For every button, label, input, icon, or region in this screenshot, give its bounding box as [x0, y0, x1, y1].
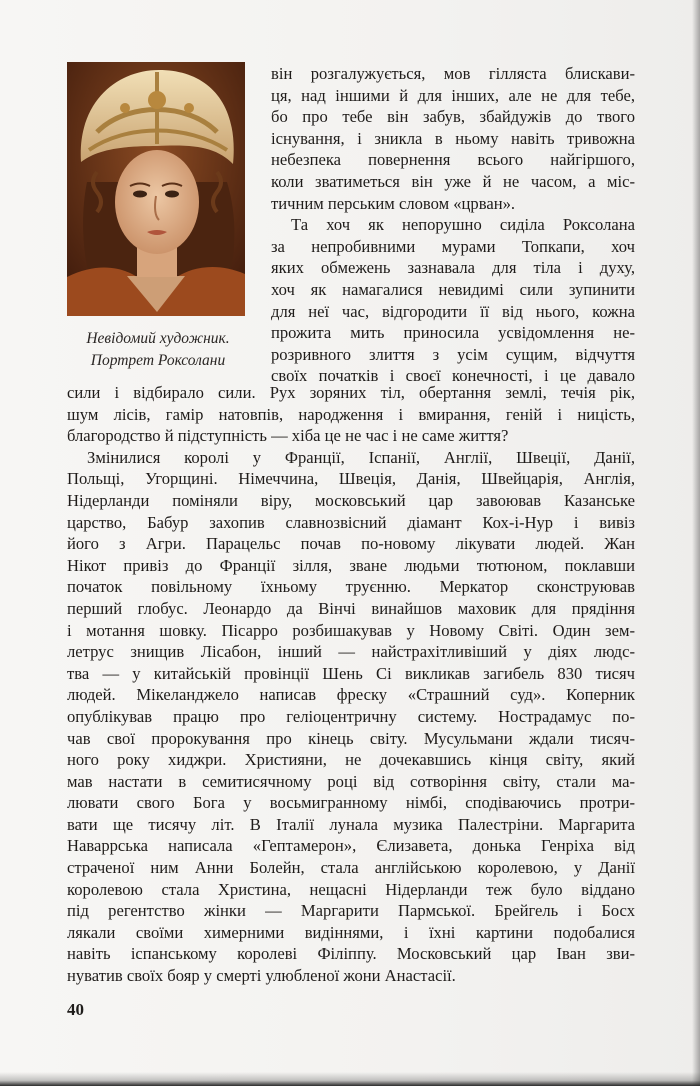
text-line: мав настати в семитисячному році від сотворіння світу, стали ма-: [67, 771, 635, 791]
text-line: опублікував працю про геліоцентричну систему. Нострадамус по-: [67, 706, 635, 726]
text-line: розривного злиття з усім сущим, відчуття: [271, 344, 635, 364]
text-line: лювати свого Бога у восьмигранному німбі, сподіваючись протри-: [67, 793, 635, 813]
portrait-caption: [67, 328, 249, 372]
text-line: початок повільному їхньому труєнню. Меркатор сконструював: [67, 577, 635, 597]
text-column-right: [271, 63, 635, 387]
roxelana-portrait-illustration: [67, 62, 245, 316]
text-line: тва — у китайській провінції Шень Сі викликав загибель 830 тисяч: [67, 663, 635, 683]
text-line: своїх початків і своєї конечності, і це давало: [271, 366, 635, 386]
text-line: чав свої пророкування про кінець світу. Мусульмани ждали тисяч-: [67, 728, 635, 748]
text-line: прожита мить приносила усвідомлення не-: [271, 323, 635, 343]
text-line: ця, над іншими й для інших, але не для тебе,: [271, 85, 635, 105]
text-line: небезпека повернення всього найгіршого,: [271, 150, 635, 170]
text-line: Польщі, Угорщині. Німеччина, Швеція, Данія, Швейцарія, Англія,: [67, 469, 635, 489]
text-line: сили і відбирало сили. Рух зоряних тіл, обертання землі, течія рік,: [67, 383, 635, 402]
text-line: Змінилися королі у Франції, Іспанії, Англії, Швеції, Данії,: [87, 447, 635, 467]
text-line: людей. Мікеланджело написав фреску «Страшний суд». Коперник: [67, 685, 635, 705]
text-line: благородство й підступність — хіба це не час і не саме життя?: [67, 426, 509, 446]
caption-line: Портрет Роксолани: [90, 352, 226, 369]
text-line: бо про тебе він забув, збайдужів до твого: [271, 107, 635, 127]
text-line: хоч як намагалися невидимі сили зупинити: [271, 279, 635, 299]
text-line: перший глобус. Леонардо да Вінчі винайшов маховик для прядіння: [67, 598, 635, 618]
text-line: вати ще тисячу літ. В Італії лунала музика Палестріни. Маргарита: [67, 814, 635, 834]
text-line: тичним перським словом «црван».: [271, 193, 516, 213]
text-line: його з Агри. Парацельс почав по-новому лікувати людей. Жан: [67, 534, 635, 554]
text-line: нуватив своїх бояр у смерті улюбленої жони Анастасії.: [67, 966, 456, 986]
text-line: і мотання шовку. Пісарро розбишакував у Новому Світі. Один зем-: [67, 620, 635, 640]
portrait-image: [67, 62, 245, 316]
text-line: під регентство жінки — Маргарити Пармської. Брейгель і Босх: [67, 901, 635, 921]
text-line: летрус знищив Лісабон, інший — найстрахітливіший у діях людс-: [67, 642, 635, 662]
page-edge-shadow: [692, 0, 700, 1086]
text-line: для неї час, відгородити її від нього, кожна: [271, 301, 635, 321]
text-line: навіть іспанському королеві Філіппу. Московський цар Іван зви-: [67, 944, 635, 964]
text-line: страченої ним Анни Болейн, стала англійською королевою, у Данії: [67, 858, 635, 878]
text-line: шум лісів, гамір натовпів, народження і вмирання, геній і ницість,: [67, 404, 635, 424]
text-line: за непробивними мурами Топкапи, хоч: [271, 236, 635, 256]
text-line: Та хоч як непорушно сиділа Роксолана: [291, 215, 635, 235]
text-line: він розгалужується, мов гілляста блискави-: [271, 64, 635, 83]
text-line: Наваррська написала «Гептамерон», Єлизавета, донька Генріха від: [67, 836, 635, 856]
caption-line: Невідомий художник.: [86, 330, 230, 347]
text-line: царство, Бабур захопив славнозвісний діамант Кох-і-Нур і вивіз: [67, 512, 635, 532]
text-line: лякали своїми химерними видіннями, і їхні картини подобалися: [67, 922, 635, 942]
text-column-full: [67, 382, 635, 987]
text-line: яких обмежень зазнавала для тіла і духу,: [271, 258, 635, 278]
text-line: Нікот привіз до Франції зілля, зване людьми тютюном, поклавши: [67, 555, 635, 575]
text-line: ного року хиджри. Християни, не дочекавшись кінця світу, який: [67, 750, 635, 770]
text-line: Нідерланди поміняли віру, московський цар завоював Казанське: [67, 490, 635, 510]
page-number: 40: [67, 1000, 84, 1019]
text-line: королевою стала Христина, нещасні Нідерланди теж було віддано: [67, 879, 635, 899]
text-line: коли зватиметься він уже й не часом, а міс-: [271, 171, 635, 191]
text-line: існування, і зникла в ньому навіть тривожна: [271, 128, 635, 148]
scan-bottom-edge: [0, 1072, 700, 1086]
